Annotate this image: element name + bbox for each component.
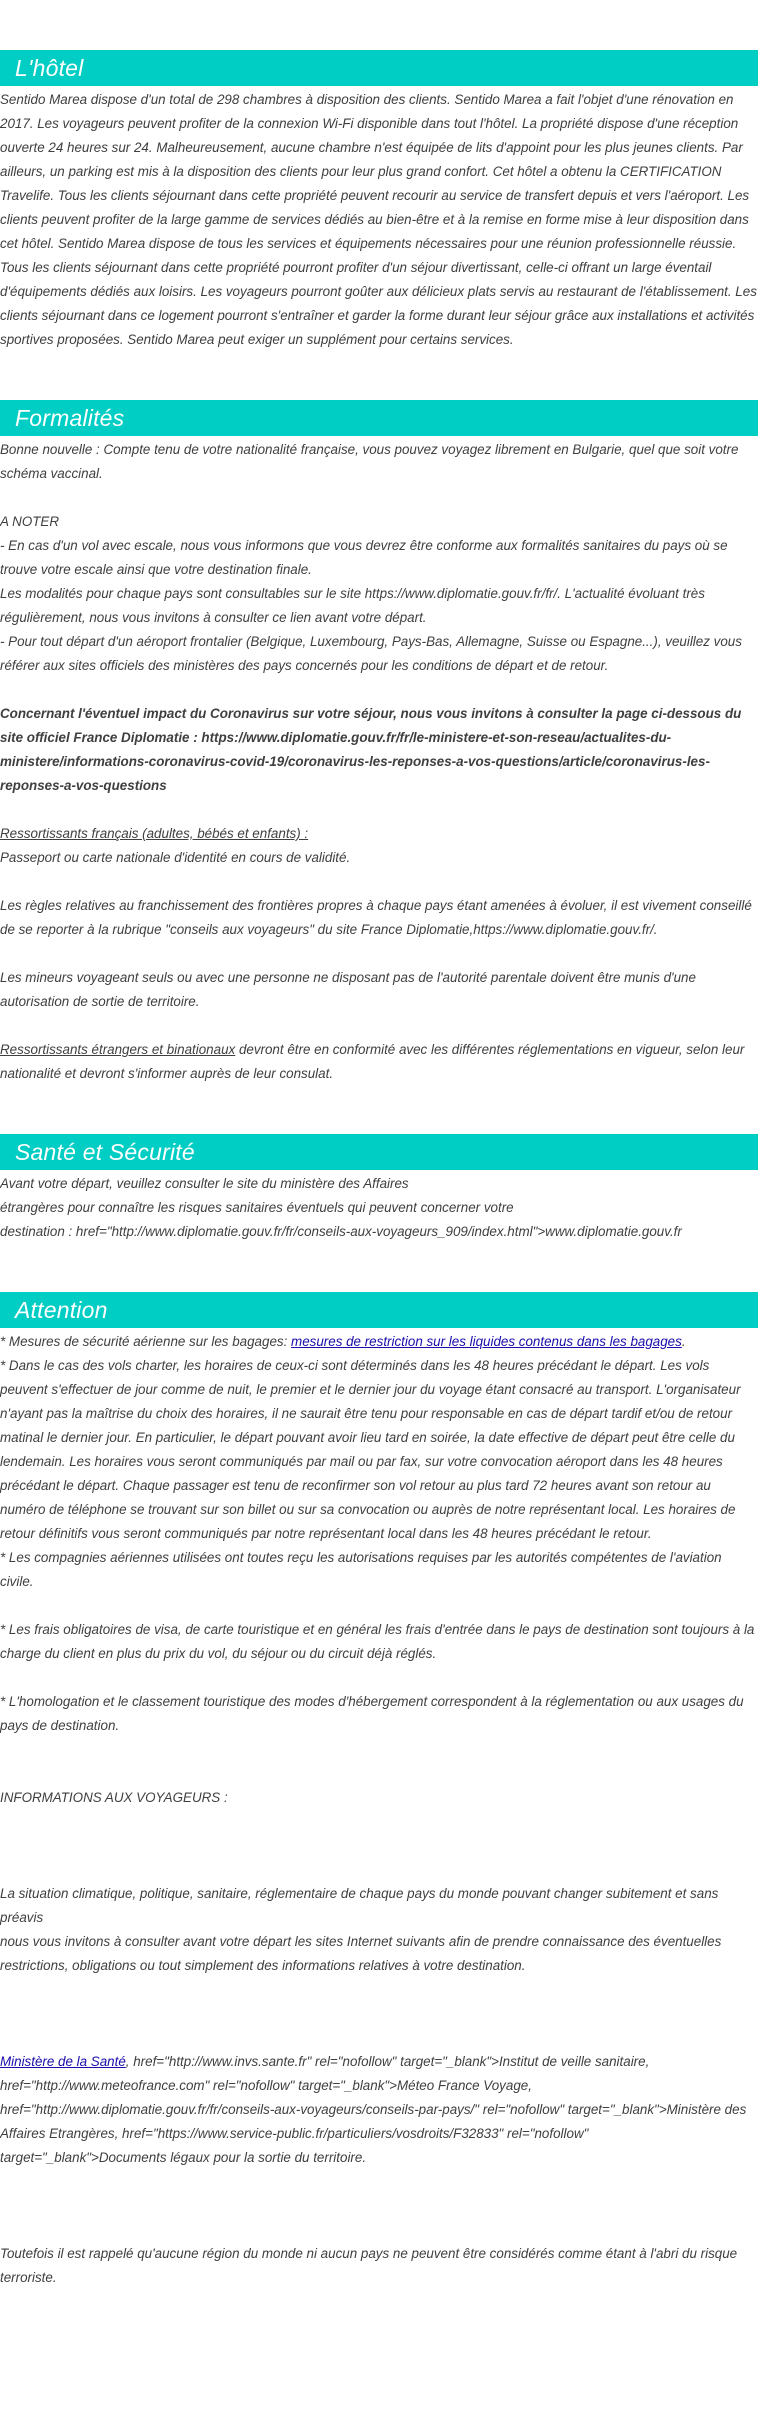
spacer	[0, 1014, 758, 1038]
french-nationals-heading: Ressortissants français (adultes, bébés et enfants) :	[0, 826, 309, 841]
french-nationals-documents: Passeport ou carte nationale d'identité en cours de validité.	[0, 850, 351, 865]
terrorism-notice: Toutefois il est rappelé qu'aucune région du monde ni aucun pays ne peuvent être considérés comme étant à l'abri du risque terroriste.	[0, 2246, 741, 2285]
note-modalites: Les modalités pour chaque pays sont consultables sur le site https://www.diplomatie.gouv.fr/fr/. L'actualité évoluant très régulièrement, nous vous invitons à consulter ce lien avant votre départ.	[0, 586, 709, 625]
spacer	[0, 798, 758, 822]
minors-notice: Les mineurs voyageant seuls ou avec une personne ne disposant pas de l'autorité parentale doivent être munis d'une autorisation de sortie de territoire.	[0, 970, 700, 1009]
spacer	[0, 2170, 758, 2242]
homologation-notice: * L'homologation et le classement touristique des modes d'hébergement correspondent à la réglementation ou aux usages du pays de destination.	[0, 1694, 748, 1733]
spacer	[0, 1594, 758, 1618]
note-frontalier: - Pour tout départ d'un aéroport frontalier (Belgique, Luxembourg, Pays-Bas, Allemagne, Suisse ou Espagne...), veuillez vous référer aux sites officiels des ministères des pays concernés pour les conditions de départ et de retour.	[0, 634, 746, 673]
note-escale: - En cas d'un vol avec escale, nous vous informons que vous devrez être conforme aux formalités sanitaires du pays où se trouve votre escale ainsi que votre destination finale.	[0, 538, 732, 577]
formalites-section	[0, 400, 758, 1086]
formalites-intro: Bonne nouvelle : Compte tenu de votre nationalité française, vous pouvez voyagez librement en Bulgarie, quel que soit votre schéma vaccinal.	[0, 442, 743, 481]
spacer	[0, 678, 758, 702]
security-suffix: .	[681, 1334, 686, 1349]
security-prefix: * Mesures de sécurité aérienne sur les bagages:	[0, 1334, 292, 1349]
spacer	[0, 942, 758, 966]
formalites-title: Formalités	[15, 405, 125, 431]
ministere-sante-link[interactable]: Ministère de la Santé	[0, 2054, 126, 2069]
sante-line-3: destination : href="http://www.diplomatie.gouv.fr/fr/conseils-aux-voyageurs_909/index.html">www.diplomatie.gouv.fr	[0, 1224, 682, 1239]
useful-links-text: , href="http://www.invs.sante.fr" rel="nofollow" target="_blank">Institut de veille sanitaire, href="http://www.meteofrance.com" rel="nofollow" target="_blank">Méteo France Voyage, href="http://www.diplomatie.gouv.fr/fr/conseils-aux-voyageurs/conseils-par-pays/" rel="nofollow" target="_blank">Ministère des Affaires Etrangères, href="https://www.service-public.fr/particuliers/vosdroits/F32833" rel="nofollow" target="_blank">Documents légaux pour la sortie du territoire.	[0, 2054, 750, 2165]
sante-banner	[0, 1134, 758, 1170]
foreign-nationals-heading: Ressortissants étrangers et binationaux	[0, 1042, 236, 1057]
hotel-banner	[0, 50, 758, 86]
sante-line-1: Avant votre départ, veuillez consulter le site du ministère des Affaires	[0, 1176, 409, 1191]
foreign-nationals-text: devront être en conformité avec les différentes réglementations en vigueur, selon leur nationalité et devront s'informer auprès de leur consulat.	[0, 1042, 749, 1081]
covid-notice: Concernant l'éventuel impact du Coronavirus sur votre séjour, nous vous invitons à consulter la page ci-dessous du site officiel France Diplomatie : https://www.diplomatie.gouv.fr/fr/le-ministere-et-son-reseau/actualites-du-ministere/informations-coronavirus-covid-19/coronavirus-les-reponses-a-vos-questions/article/coronavirus-les-reponses-a-vos-questions	[0, 706, 746, 793]
useful-links	[0, 2050, 758, 2170]
security-measures	[0, 1330, 758, 1354]
sante-section	[0, 1134, 758, 1244]
spacer	[0, 486, 758, 510]
frontiers-advice: Les règles relatives au franchissement des frontières propres à chaque pays étant amenées à évoluer, il est vivement conseillé de se reporter à la rubrique "conseils aux voyageurs" du site France Diplomatie,https://www.diplomatie.gouv.fr/.	[0, 898, 756, 937]
sante-line-2: étrangères pour connaître les risques sanitaires éventuels qui peuvent concerner votre	[0, 1200, 514, 1215]
airlines-notice: * Les compagnies aériennes utilisées ont toutes reçu les autorisations requises par les autorités compétentes de l'aviation civile.	[0, 1550, 726, 1589]
attention-title: Attention	[15, 1297, 108, 1323]
spacer	[0, 870, 758, 894]
travellers-info-title: INFORMATIONS AUX VOYAGEURS :	[0, 1790, 228, 1805]
note-title: A NOTER	[0, 514, 60, 529]
hotel-title: L'hôtel	[15, 55, 84, 81]
spacer	[0, 1810, 758, 1882]
spacer	[0, 1738, 758, 1786]
liquids-restriction-link[interactable]: mesures de restriction sur les liquides contenus dans les bagages	[291, 1334, 682, 1349]
fees-notice: * Les frais obligatoires de visa, de carte touristique et en général les frais d'entrée dans le pays de destination sont toujours à la charge du client en plus du prix du vol, du séjour ou du circuit déjà réglés.	[0, 1622, 758, 1661]
foreign-nationals-notice	[0, 1038, 758, 1086]
spacer	[0, 1666, 758, 1690]
hotel-section	[0, 50, 758, 352]
attention-section	[0, 1292, 758, 2290]
spacer	[0, 1978, 758, 2050]
situation-notice-1: La situation climatique, politique, sanitaire, réglementaire de chaque pays du monde pouvant changer subitement et sans préavis	[0, 1886, 723, 1925]
attention-banner	[0, 1292, 758, 1328]
hotel-description: Sentido Marea dispose d'un total de 298 chambres à disposition des clients. Sentido Marea a fait l'objet d'une rénovation en 2017. Les voyageurs peuvent profiter de la connexion Wi-Fi disponible dans tout l'hôtel. La propriété dispose d'une réception ouverte 24 heures sur 24. Malheureusement, aucune chambre n'est équipée de lits d'appoint pour les plus jeunes clients. Par ailleurs, un parking est mis à la disposition des clients pour leur plus grand confort. Cet hôtel a obtenu la CERTIFICATION Travelife. Tous les clients séjournant dans cette propriété peuvent recourir au service de transfert depuis et vers l'aéroport. Les clients peuvent profiter de la large gamme de services dédiés au bien-être et à la remise en forme mise à leur disposition dans cet hôtel. Sentido Marea dispose de tous les services et équipements nécessaires pour une réunion professionnelle réussie. Tous les clients séjournant dans cette propriété pourront profiter d'un séjour divertissant, celle-ci offrant un large éventail d'équipements dédiés aux loisirs. Les voyageurs pourront goûter aux délicieux plats servis au restaurant de l'établissement. Les clients séjournant dans ce logement pourront s'entraîner et garder la forme durant leur séjour grâce aux installations et activités sportives proposées. Sentido Marea peut exiger un supplément pour certains services.	[0, 92, 757, 347]
charter-flights-notice: * Dans le cas des vols charter, les horaires de ceux-ci sont déterminés dans les 48 heures précédant le départ. Les vols peuvent s'effectuer de jour comme de nuit, le premier et le dernier jour du voyage étant consacré au transport. L'organisateur n'ayant pas la maîtrise du choix des horaires, il ne saurait être tenu pour responsable en cas de départ tardif et/ou de retour matinal le dernier jour. En particulier, le départ pouvant avoir lieu tard en soirée, la date effective de départ peut être celle du lendemain. Les horaires vous seront communiqués par mail ou par fax, sur votre convocation aéroport dans les 48 heures précédant le départ. Chaque passager est tenu de reconfirmer son vol retour au plus tard 72 heures avant son retour au numéro de téléphone se trouvant sur son billet ou sur sa convocation ou auprès de notre représentant local. Les horaires de retour définitifs vous seront communiqués par notre représentant local dans les 48 heures précédant le retour.	[0, 1358, 745, 1541]
formalites-banner	[0, 400, 758, 436]
situation-notice-2: nous vous invitons à consulter avant votre départ les sites Internet suivants afin de prendre connaissance des éventuelles restrictions, obligations ou tout simplement des informations relatives à votre destination.	[0, 1934, 726, 1973]
sante-title: Santé et Sécurité	[15, 1139, 195, 1165]
